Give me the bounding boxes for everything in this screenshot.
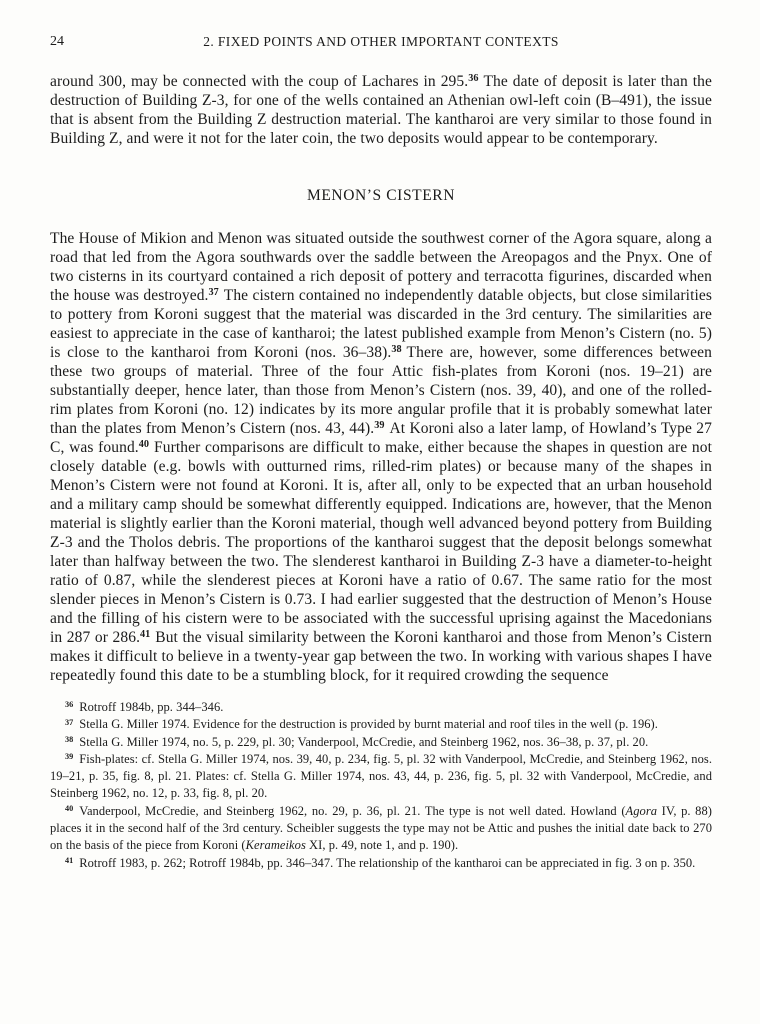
footnote-number: 40 — [65, 804, 74, 814]
footnote-reference: 38 — [391, 344, 402, 356]
footnote-38 — [50, 734, 712, 751]
italic-title: Agora — [625, 803, 658, 818]
footnote-41 — [50, 855, 712, 872]
footnote-text: Vanderpool, McCredie, and Steinberg 1962, no. 29, p. 36, pl. 21. The type is not well dated. Howland (Agora IV, p. 88) places it in the second half of the 3rd century. Scheibler suggests the type may not be Attic and pushes the initial date back to 270 on the basis of the piece from Koroni (Kerameikos XI, p. 49, note 1, and p. 190). — [50, 803, 712, 853]
footnote-number: 41 — [65, 855, 74, 865]
footnote-text: Stella G. Miller 1974, no. 5, p. 229, pl. 30; Vanderpool, McCredie, and Steinberg 1962, nos. 36–38, p. 37, pl. 20. — [79, 734, 649, 749]
footnote-number: 38 — [65, 734, 74, 744]
footnote-reference: 41 — [140, 629, 151, 641]
footnote-text: Fish-plates: cf. Stella G. Miller 1974, nos. 39, 40, p. 234, fig. 5, pl. 32 with Vanderpool, McCredie, and Steinberg 1962, nos. 19–21, p. 35, fig. 8, pl. 21. Plates: cf. Stella G. Miller 1974, nos. 43, 44, p. 236, fig. 5, pl. 32 with Vanderpool, McCredie, and Steinberg 1962, no. 12, p. 33, fig. 8, pl. 20. — [50, 751, 712, 801]
footnote-reference: 36 — [468, 73, 479, 85]
footnote-number: 39 — [65, 752, 74, 762]
running-header-title: 2. FIXED POINTS AND OTHER IMPORTANT CONTEXTS — [203, 34, 559, 49]
paragraph-menons-cistern: The House of Mikion and Menon was situated outside the southwest corner of the Agora square, along a road that led from the Agora southwards over the saddle between the Areopagos and the Pnyx. One of two cisterns in its courtyard contained a rich deposit of pottery and terracotta figurines, discarded when the house was destroyed.$^{37}$ The cistern contained no independently datable objects, but close similarities to pottery from Koroni suggest that the material was discarded in the 3rd century. The similarities are easiest to appreciate in the case of kantharoi; the latest published example from Menon’s Cistern (no. 5) is close to the kantharoi from Koroni (nos. 36–38).$^{38}$ There are, however, some differences between these two groups of material. Three of the four Attic fish-plates from Koroni (nos. 19–21) are substantially deeper, hence later, than those from Menon’s Cistern (nos. 39, 40), and one of the rolled-rim plates from Koroni (no. 12) indicates by its more angular profile that it is probably somewhat later than the plates from Menon’s Cistern (nos. 43, 44).$^{39}$ At Koroni also a later lamp, of Howland’s Type 27 C, was found.$^{40}$ Further comparisons are difficult to make, either because the shapes in question are not closely datable (e.g. bowls with outturned rims, rilled-rim plates) or because many of the shapes in Menon’s Cistern were not found at Koroni. It is, after all, only to be expected that an urban household and a military camp should be somewhat differently equipped. Indications are, however, that the Menon material is slightly earlier than the Koroni material, though well advanced beyond pottery from Building Z-3 and the Tholos debris. The proportions of the kantharoi suggest that the deposit belongs somewhat later than halfway between the two. The slenderest kantharoi in Building Z-3 have a diameter-to-height ratio of 0.87, while the slenderest pieces at Koroni have a ratio of 0.67. The same ratio for the most slender pieces in Menon’s Cistern is 0.73. I had earlier suggested that the destruction of Menon’s House and the filling of his cistern were to be associated with the successful uprising against the Macedonians in 287 or 286.41 But the visual similarity between the Koroni kantharoi and those from Menon’s Cistern makes it difficult to believe in a twenty-year gap between the two. In working with various shapes I have repeatedly found this date to be a stumbling block, for it required crowding the sequence — [50, 230, 713, 684]
section-heading-menons-cistern: MENON’S CISTERN — [306, 187, 456, 204]
running-header — [50, 34, 712, 52]
footnotes-section — [50, 699, 712, 872]
page-number: 24 — [50, 34, 64, 49]
italic-title: Kerameikos — [245, 838, 306, 853]
footnote-reference: 37 — [208, 287, 219, 299]
footnote-36 — [50, 699, 712, 716]
footnote-reference: 39 — [374, 420, 385, 432]
footnote-39 — [50, 751, 712, 803]
footnote-37 — [50, 716, 712, 733]
footnote-40 — [50, 803, 712, 855]
footnote-reference: 40 — [138, 439, 149, 451]
footnote-text: Rotroff 1984b, pp. 344–346. — [79, 700, 224, 714]
footnote-number: 36 — [65, 700, 74, 710]
footnote-text: Stella G. Miller 1974. Evidence for the destruction is provided by burnt material and roof tiles in the well (p. 196). — [79, 717, 658, 732]
footnote-text: Rotroff 1983, p. 262; Rotroff 1984b, pp. 346–347. The relationship of the kantharoi can be appreciated in fig. 3 on p. 350. — [79, 855, 696, 870]
footnote-number: 37 — [65, 717, 74, 727]
paragraph-continued-from-previous-page: around 300, may be connected with the coup of Lachares in 295.36 The date of deposit is later than the destruction of Building Z-3, for one of the wells contained an Athenian owl-left coin (B–491), the issue that is absent from the Building Z destruction material. The kantharoi are very similar to those found in Building Z, and were it not for the later coin, the two deposits would appear to be contemporary. — [50, 73, 712, 147]
